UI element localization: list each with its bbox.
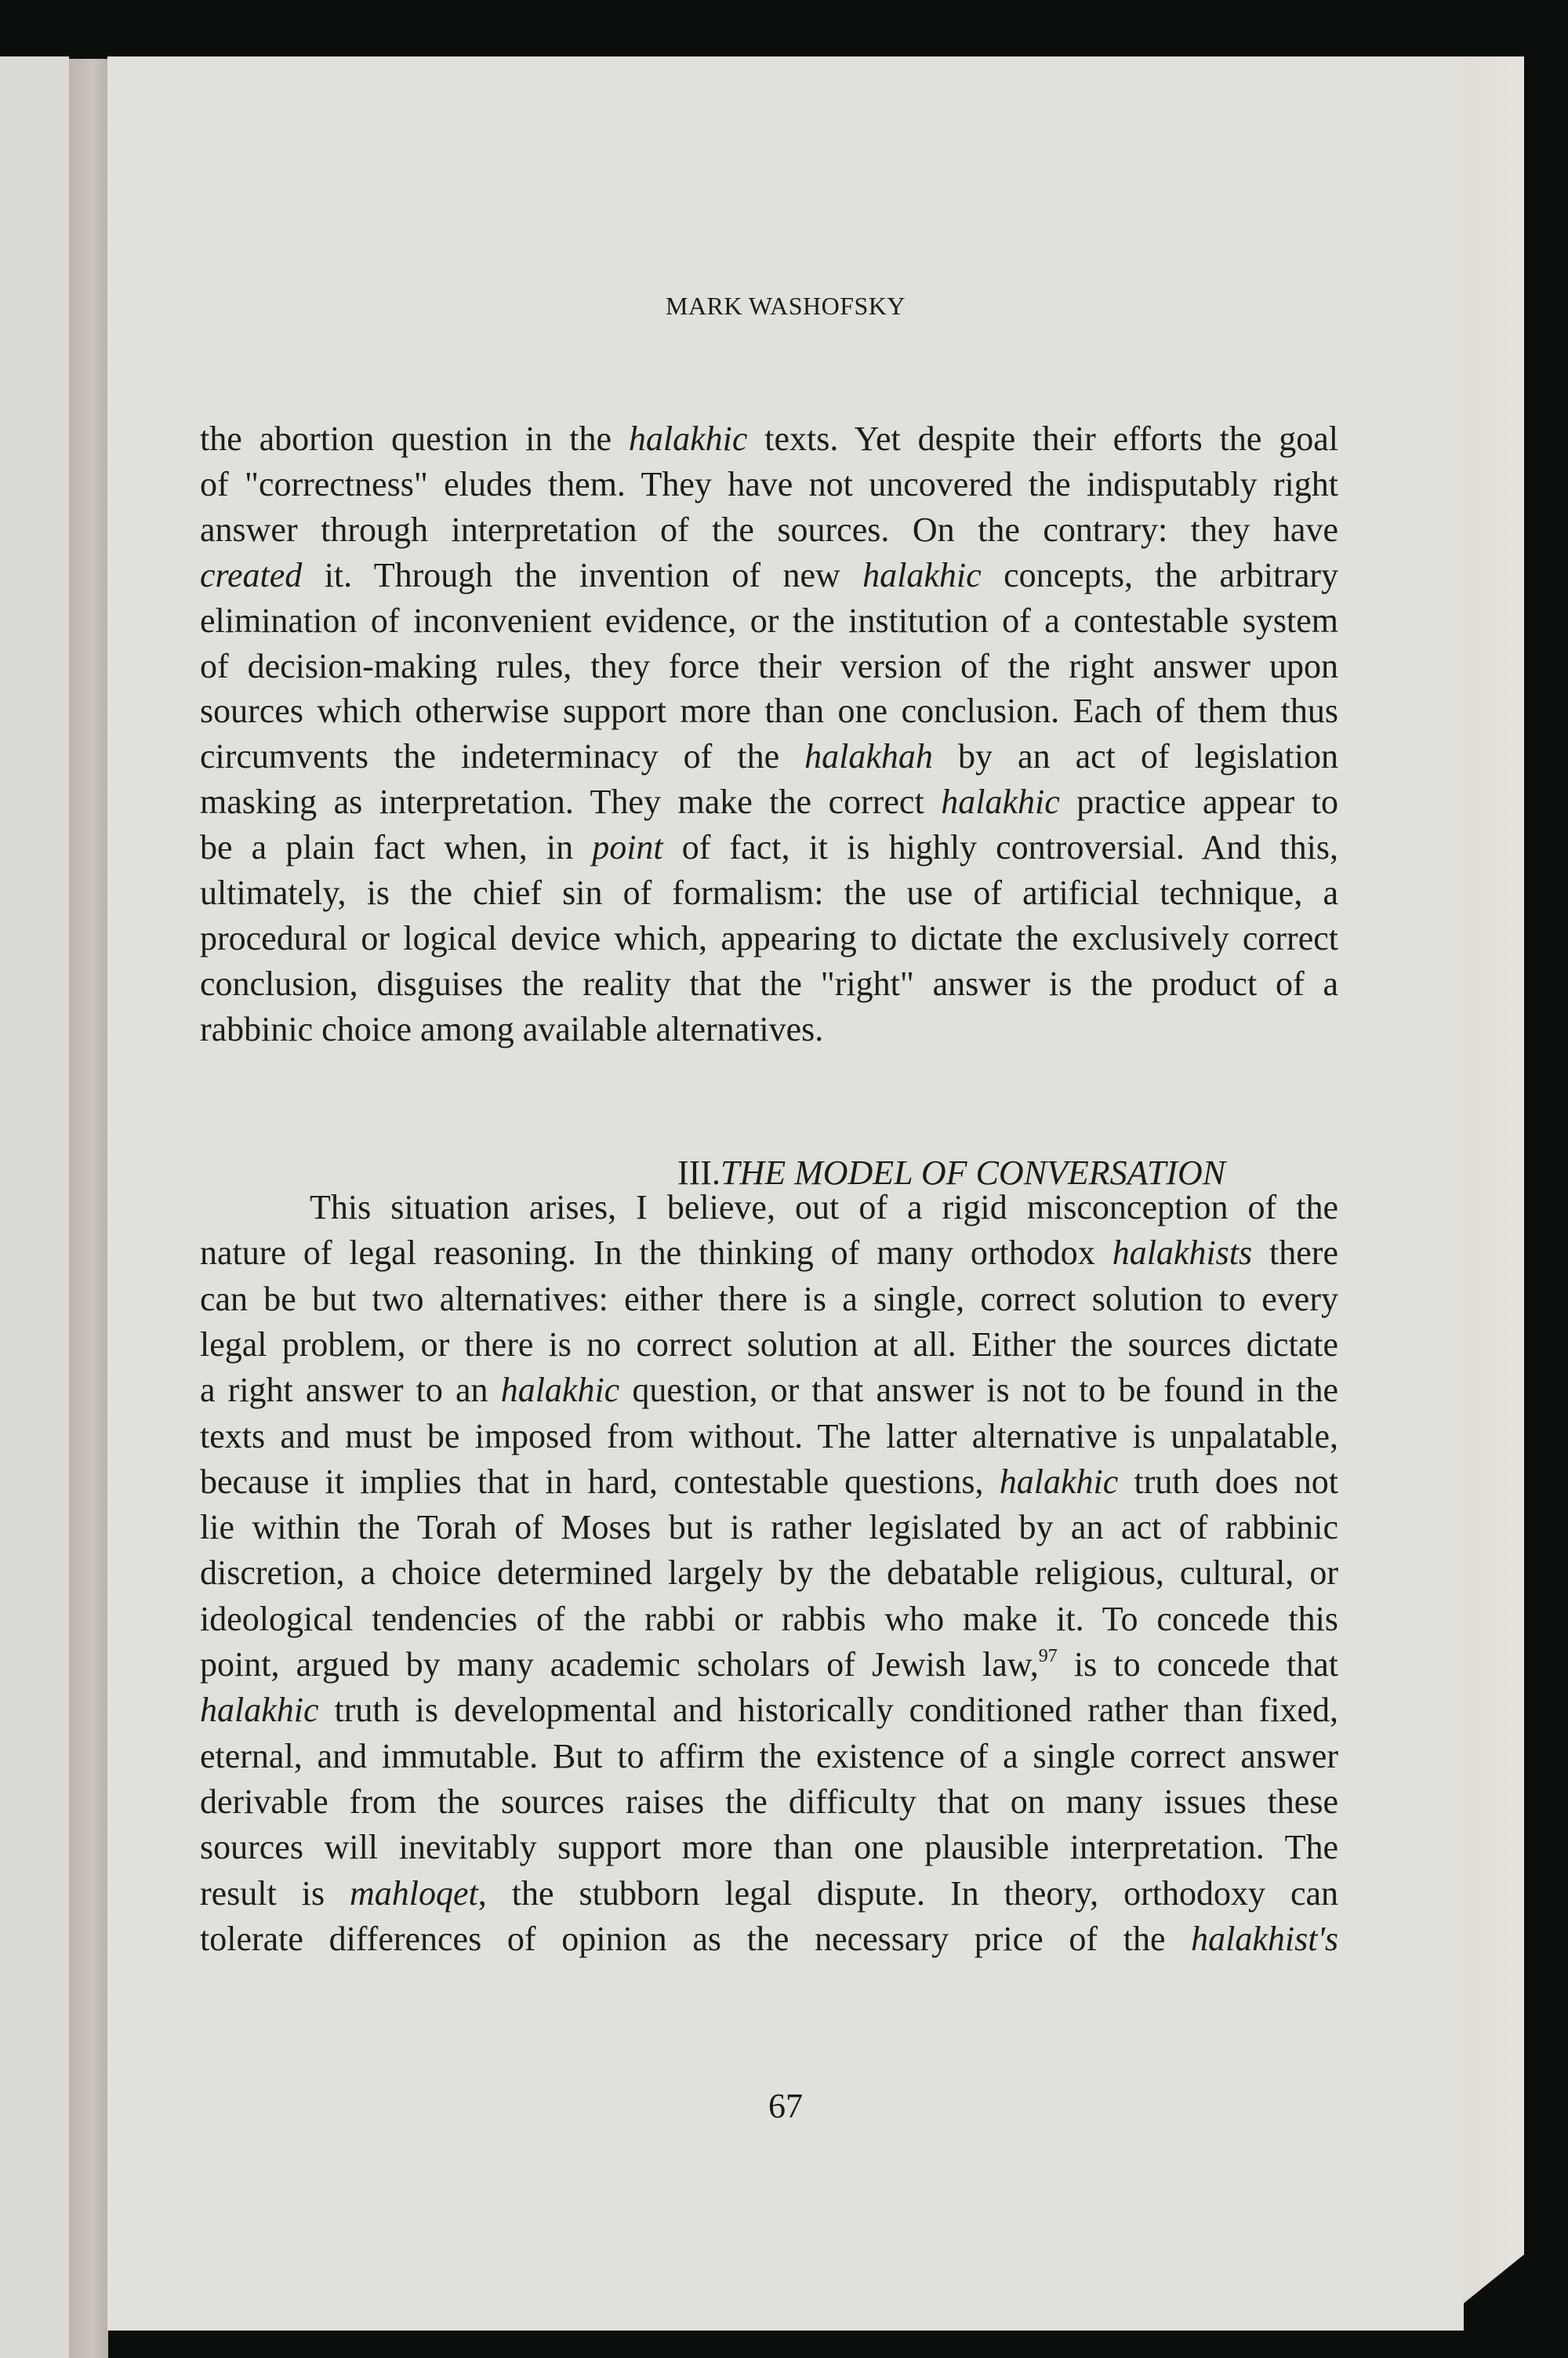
text-line — [200, 1462, 1338, 1502]
text-run: concepts, the arbitrary — [981, 555, 1338, 594]
text-run: the abortion question in the — [200, 420, 629, 458]
text-run: by an act of legislation — [932, 737, 1338, 776]
text-run: derivable from the sources raises the difficulty that on many issues these — [200, 1782, 1338, 1821]
section-title: THE MODEL OF CONVERSATION — [720, 1154, 1226, 1192]
italic-term: halakhah — [804, 737, 933, 776]
text-run: eternal, and immutable. But to affirm the existence of a single correct answer — [200, 1736, 1338, 1775]
text-run: a right answer to an — [200, 1371, 501, 1410]
text-run: discretion, a choice determined largely by the debatable religious, cultural, or — [200, 1553, 1338, 1593]
text-line — [200, 555, 1338, 596]
text-run: of "correctness" eludes them. They have not uncovered the indisputably right — [200, 464, 1338, 503]
text-run: masking as interpretation. They make the correct — [200, 783, 942, 822]
text-line — [200, 1736, 1338, 1777]
italic-term: created — [200, 555, 303, 594]
text-run: can be but two alternatives: either there is a single, correct solution to every — [200, 1279, 1338, 1318]
text-line — [200, 873, 1338, 914]
text-line — [200, 1416, 1338, 1457]
italic-term: point — [592, 828, 663, 867]
text-line — [200, 1599, 1338, 1640]
text-run: be a plain fact when, in — [200, 828, 593, 867]
text-line — [200, 1644, 1338, 1685]
text-line — [200, 1324, 1338, 1365]
text-run: sources which otherwise support more than one conclusion. Each of them thus — [200, 692, 1338, 731]
text-run: ideological tendencies of the rabbi or rabbis who make it. To concede this — [200, 1599, 1338, 1638]
italic-term: mahloqet — [350, 1873, 478, 1913]
text-run: truth is developmental and historically conditioned rather than fixed, — [318, 1691, 1338, 1730]
text-run: there — [1252, 1233, 1338, 1273]
text-line — [200, 1370, 1338, 1411]
facing-page-edge — [0, 56, 69, 2358]
italic-term: halakhic — [941, 783, 1060, 822]
text-run: sources will inevitably support more than one plausible interpretation. The — [200, 1828, 1338, 1867]
text-run: rabbinic choice among available alternatives. — [200, 1009, 824, 1048]
text-line — [200, 1233, 1338, 1273]
running-header: MARK WASHOFSKY — [665, 292, 906, 320]
text-line — [200, 1009, 1338, 1050]
italic-term: halakhic — [628, 420, 748, 458]
text-run: This situation arises, I believe, out of a rigid misconception of the — [310, 1188, 1338, 1226]
text-line — [200, 1873, 1338, 1914]
text-run: lie within the Torah of Moses but is rather legislated by an act of rabbinic — [200, 1508, 1338, 1547]
text-run: nature of legal reasoning. In the thinking of many orthodox — [200, 1233, 1112, 1273]
italic-term: halakhic — [500, 1371, 620, 1410]
text-line — [200, 1782, 1338, 1822]
text-line — [200, 1187, 1338, 1228]
text-line — [200, 827, 1338, 868]
text-run: of decision-making rules, they force their version of the right answer upon — [200, 646, 1338, 685]
footnote-ref: 97 — [1038, 1646, 1058, 1666]
text-run: circumvents the indeterminacy of the — [200, 737, 805, 776]
text-line — [200, 510, 1338, 550]
text-line — [200, 1507, 1338, 1548]
text-run: question, or that answer is not to be found in the — [619, 1371, 1338, 1410]
italic-term: halakhist's — [1191, 1919, 1338, 1958]
text-line — [200, 918, 1338, 959]
book-gutter — [69, 59, 108, 2358]
text-run: , the stubborn legal dispute. In theory, orthodoxy can — [477, 1873, 1338, 1913]
text-run: result is — [200, 1873, 350, 1913]
page-number: 67 — [768, 2087, 803, 2125]
section-number: III. — [677, 1154, 720, 1192]
text-run: texts and must be imposed from without. The latter alternative is unpalatable, — [200, 1416, 1338, 1455]
text-run: answer through interpretation of the sources. On the contrary: they have — [200, 510, 1338, 549]
text-run: practice appear to — [1059, 783, 1338, 822]
text-run: is to concede that — [1057, 1645, 1338, 1684]
text-line — [200, 1690, 1338, 1731]
text-line — [200, 1553, 1338, 1593]
text-line — [200, 964, 1338, 1005]
text-run: conclusion, disguises the reality that the "right" answer is the product of a — [200, 964, 1338, 1003]
text-run: because it implies that in hard, contestable questions, — [200, 1462, 1000, 1501]
page-stack-edge — [1463, 56, 1524, 2304]
text-line — [200, 1279, 1338, 1320]
text-line — [200, 782, 1338, 823]
text-line — [200, 464, 1338, 505]
text-run: elimination of inconvenient evidence, or the institution of a contestable system — [200, 601, 1338, 640]
text-run: tolerate differences of opinion as the necessary price of the — [200, 1919, 1192, 1958]
italic-term: halakhic — [200, 1691, 319, 1730]
text-line — [200, 691, 1338, 732]
text-line — [200, 601, 1338, 641]
text-run: ultimately, is the chief sin of formalism: the use of artificial technique, a — [200, 874, 1338, 912]
italic-term: halakhic — [862, 555, 982, 594]
text-run: point, argued by many academic scholars of Jewish law, — [200, 1645, 1039, 1684]
text-line — [200, 1827, 1338, 1868]
italic-term: halakhic — [999, 1462, 1119, 1501]
text-line — [200, 419, 1338, 460]
text-run: texts. Yet despite their efforts the goal — [747, 420, 1338, 458]
book-page — [107, 56, 1464, 2331]
text-run: procedural or logical device which, appearing to dictate the exclusively correct — [200, 918, 1338, 957]
text-line — [200, 646, 1338, 687]
text-run: it. Through the invention of new — [302, 555, 863, 594]
text-run: of fact, it is highly controversial. And this, — [662, 828, 1338, 867]
text-line — [200, 1919, 1338, 1960]
text-run: legal problem, or there is no correct solution at all. Either the sources dictate — [200, 1324, 1338, 1364]
text-run: truth does not — [1118, 1462, 1339, 1501]
text-line — [200, 736, 1338, 777]
italic-term: halakhists — [1112, 1233, 1253, 1273]
